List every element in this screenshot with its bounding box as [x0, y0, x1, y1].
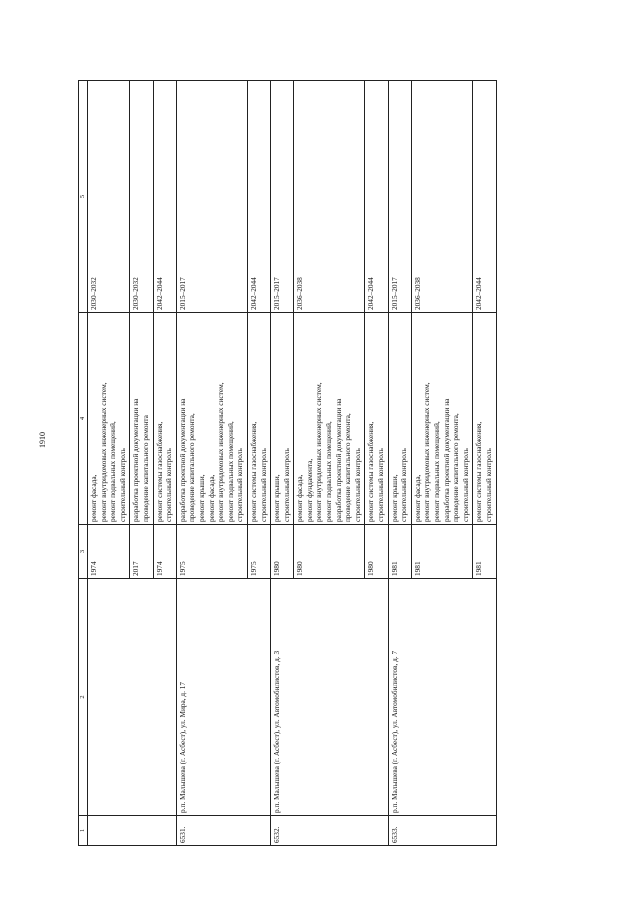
- work-item: ремонт фасада,: [412, 474, 422, 522]
- work-item: строительный контроль: [258, 448, 268, 522]
- year-cell: 1981: [473, 525, 496, 579]
- schedule-table: [78, 80, 497, 846]
- work-item: ремонт внутридомовых инженерных систем,: [422, 382, 432, 522]
- work-item: ремонт системы газоснабжения,: [248, 421, 258, 522]
- works-cell: [247, 313, 270, 525]
- period-cell: 2042–2044: [247, 81, 270, 313]
- year-cell: 1981: [388, 525, 411, 579]
- work-item: ремонт внутридомовых инженерных систем,: [216, 382, 226, 522]
- works-cell: [388, 313, 411, 525]
- work-item: ремонт крыши,: [196, 474, 206, 522]
- year-cell: 1981: [411, 525, 473, 579]
- address-cell: р.п. Малышева (г. Асбест), ул. Автомобилистов, д. 3: [271, 579, 389, 816]
- year-cell: 2017: [130, 525, 153, 579]
- work-item: ремонт крыши,: [389, 474, 399, 522]
- work-item: проведение капитального ремонта,: [451, 413, 461, 522]
- year-cell: 1975: [247, 525, 270, 579]
- page-number: 1910: [38, 432, 47, 448]
- house-number-cell: 6531.: [176, 816, 270, 846]
- year-cell: 1980: [271, 525, 294, 579]
- table-row: [388, 81, 411, 846]
- house-number-cell: 6532.: [271, 816, 389, 846]
- address-cell: р.п. Малышева (г. Асбест), ул. Мира, д. 17: [176, 579, 270, 816]
- works-cell: [411, 313, 473, 525]
- works-cell: [153, 313, 176, 525]
- works-cell: [130, 313, 153, 525]
- year-cell: 1980: [294, 525, 365, 579]
- house-number-cell: 6533.: [388, 816, 496, 846]
- work-item: строительный контроль: [164, 448, 174, 522]
- work-item: проведение капитального ремонта,: [343, 413, 353, 522]
- work-item: разработка проектной документации на: [333, 398, 343, 522]
- work-item: ремонт внутридомовых инженерных систем,: [98, 382, 108, 522]
- schedule-table-sheet: [78, 81, 578, 846]
- work-item: ремонт подвальных помещений,: [225, 421, 235, 522]
- work-item: строительный контроль: [376, 448, 386, 522]
- address-cell: р.п. Малышева (г. Асбест), ул. Автомобилистов, д. 7: [388, 579, 496, 816]
- period-cell: 2042–2044: [365, 81, 388, 313]
- table-row: [88, 81, 130, 846]
- work-item: ремонт подвальных помещений,: [432, 421, 441, 522]
- house-number-cell: [88, 816, 177, 846]
- column-number: 3: [79, 525, 88, 579]
- works-cell: [88, 313, 130, 525]
- year-cell: 1980: [365, 525, 388, 579]
- work-item: ремонт подвальных помещений,: [108, 421, 118, 522]
- work-item: строительный контроль: [352, 448, 362, 522]
- period-cell: 2030–2032: [88, 81, 130, 313]
- work-item: ремонт внутридомовых инженерных систем,: [314, 382, 324, 522]
- work-item: разработка проектной документации на: [131, 398, 141, 522]
- table-row: [271, 81, 294, 846]
- work-item: строительный контроль: [235, 448, 245, 522]
- period-cell: 2042–2044: [153, 81, 176, 313]
- column-number: 1: [79, 816, 88, 846]
- works-cell: [271, 313, 294, 525]
- work-item: проведение капитального ремонта: [140, 415, 150, 522]
- period-cell: 2042–2044: [473, 81, 496, 313]
- work-item: строительный контроль: [399, 448, 409, 522]
- period-cell: 2015–2017: [388, 81, 411, 313]
- work-item: ремонт системы газоснабжения,: [474, 421, 484, 522]
- works-cell: [294, 313, 365, 525]
- work-item: проведение капитального ремонта,: [187, 413, 197, 522]
- work-item: ремонт фасада,: [295, 474, 305, 522]
- period-cell: 2036–2038: [294, 81, 365, 313]
- work-item: разработка проектной документации на: [441, 398, 451, 522]
- period-cell: 2015–2017: [271, 81, 294, 313]
- work-item: ремонт фасада,: [206, 474, 216, 522]
- year-cell: 1974: [153, 525, 176, 579]
- work-item: строительный контроль: [483, 448, 493, 522]
- address-cell: [88, 579, 177, 816]
- table-body: [79, 81, 497, 846]
- works-cell: [176, 313, 247, 525]
- work-item: строительный контроль: [117, 448, 127, 522]
- work-item: строительный контроль: [281, 448, 291, 522]
- work-item: разработка проектной документации на: [177, 398, 187, 522]
- work-item: ремонт крыши,: [272, 474, 282, 522]
- column-number: 5: [79, 81, 88, 313]
- column-number: 4: [79, 313, 88, 525]
- work-item: ремонт системы газоснабжения,: [366, 421, 376, 522]
- column-number-row: [79, 81, 88, 846]
- work-item: ремонт системы газоснабжения,: [154, 421, 164, 522]
- period-cell: 2015–2017: [176, 81, 247, 313]
- year-cell: 1975: [176, 525, 247, 579]
- work-item: строительный контроль: [460, 448, 470, 522]
- works-cell: [473, 313, 496, 525]
- work-item: ремонт подвальных помещений,: [324, 421, 334, 522]
- period-cell: 2036–2038: [411, 81, 473, 313]
- column-number: 2: [79, 579, 88, 816]
- work-item: ремонт фасада,: [89, 474, 98, 522]
- works-cell: [365, 313, 388, 525]
- year-cell: 1974: [88, 525, 130, 579]
- work-item: ремонт фундамента,: [304, 458, 314, 522]
- table-row: [176, 81, 247, 846]
- period-cell: 2030–2032: [130, 81, 153, 313]
